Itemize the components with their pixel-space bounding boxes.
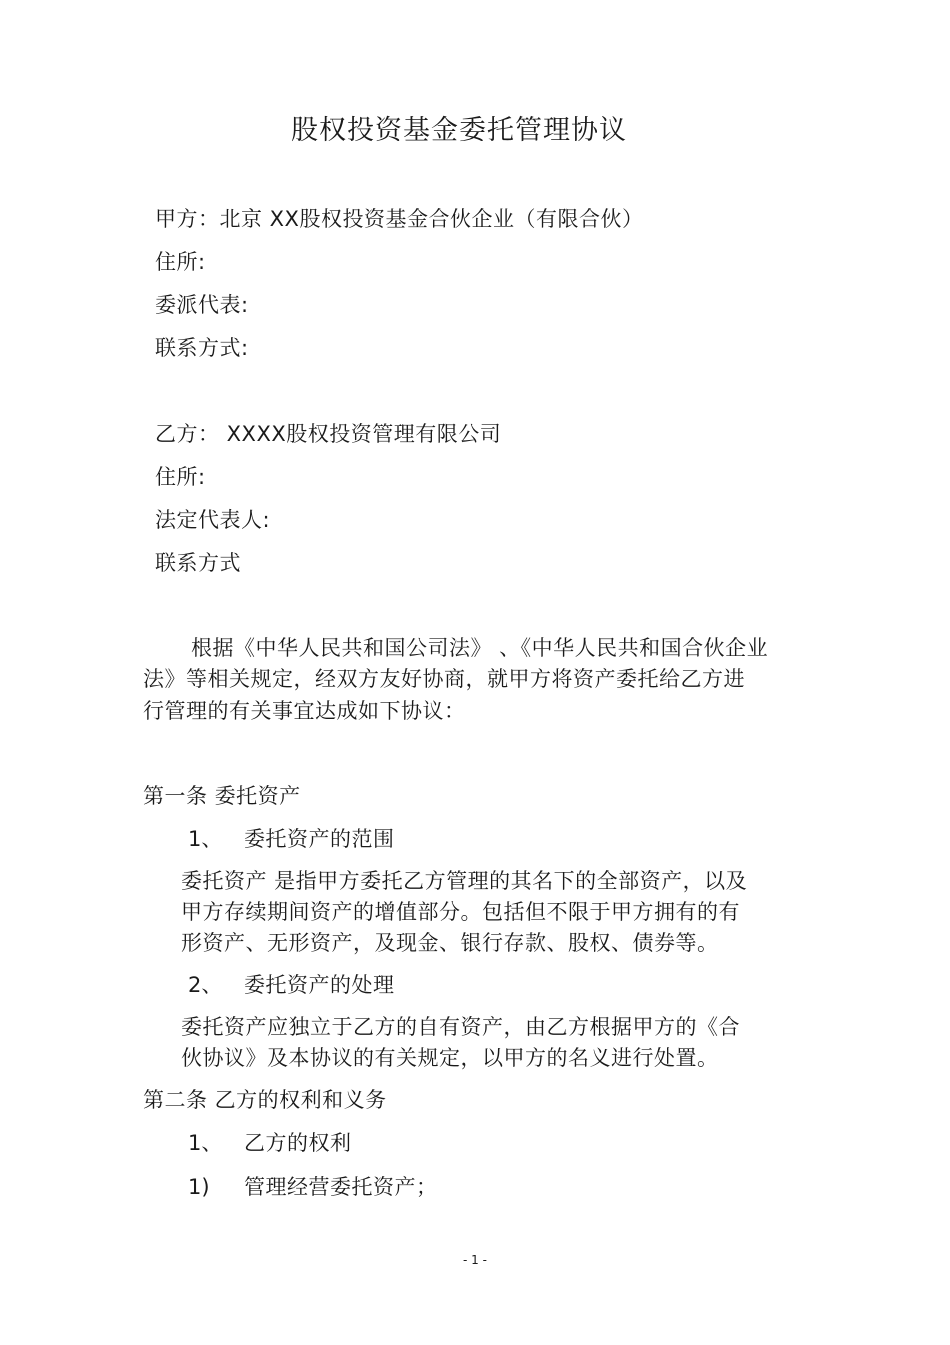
article-1-item-2-number: 2、 (188, 973, 223, 997)
party-a-rep-label: 委派代表: (155, 293, 249, 317)
article-1-item-2-title: 委托资产的处理 (244, 973, 395, 997)
article-2-sub-1-title: 管理经营委托资产； (244, 1175, 438, 1199)
article-1-heading: 第一条 委托资产 (143, 784, 301, 808)
article-1-item-1-text-1: 委托资产 是指甲方委托乙方管理的其名下的全部资产，以及 (181, 869, 748, 893)
party-a-line: 甲方：北京 XX股权投资基金合伙企业（有限合伙） (155, 207, 644, 231)
document-title: 股权投资基金委托管理协议 (291, 115, 627, 146)
party-b-legal-rep-label: 法定代表人: (155, 508, 271, 532)
party-b-address-label: 住所: (155, 465, 206, 489)
party-a-contact-label: 联系方式: (155, 336, 249, 360)
article-1-item-2-text-1: 委托资产应独立于乙方的自有资产，由乙方根据甲方的《合 (181, 1015, 740, 1039)
party-b-line: 乙方： XXXX股权投资管理有限公司 (155, 422, 502, 446)
article-2-sub-1-number: 1) (188, 1175, 210, 1199)
party-a-address-label: 住所: (155, 250, 206, 274)
article-1-item-1-title: 委托资产的范围 (244, 827, 395, 851)
article-2-item-1-number: 1、 (188, 1131, 223, 1155)
preamble-line-1: 根据《中华人民共和国公司法》 、《中华人民共和国合伙企业 (191, 636, 769, 660)
article-2-heading: 第二条 乙方的权利和义务 (143, 1088, 387, 1112)
article-1-item-2-text-2: 伙协议》及本协议的有关规定，以甲方的名义进行处置。 (181, 1046, 719, 1070)
preamble-line-2: 法》等相关规定，经双方友好协商，就甲方将资产委托给乙方进 (143, 667, 745, 691)
party-b-contact-label: 联系方式 (155, 551, 241, 575)
article-1-item-1-number: 1、 (188, 827, 223, 851)
article-1-item-1-text-2: 甲方存续期间资产的增值部分。包括但不限于甲方拥有的有 (181, 900, 740, 924)
page-number: - 1 - (463, 1253, 487, 1267)
article-2-item-1-title: 乙方的权利 (244, 1131, 352, 1155)
article-1-item-1-text-3: 形资产、无形资产，及现金、银行存款、股权、债券等。 (181, 931, 719, 955)
preamble-line-3: 行管理的有关事宜达成如下协议： (143, 699, 466, 723)
